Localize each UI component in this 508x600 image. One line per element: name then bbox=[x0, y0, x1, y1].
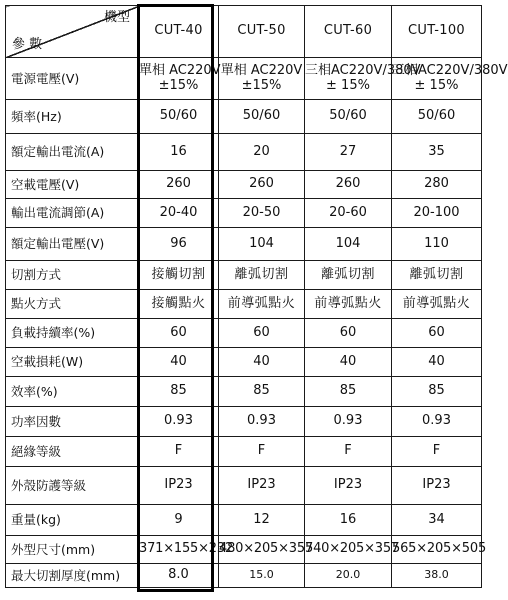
param-label: 頻率(Hz) bbox=[6, 100, 139, 134]
value-cell: 371×155×232 bbox=[139, 536, 219, 564]
param-label: 最大切割厚度(mm) bbox=[6, 564, 139, 588]
value-cell: F bbox=[219, 437, 305, 467]
value-cell: 8.0 bbox=[139, 564, 219, 588]
value-cell: 35 bbox=[392, 134, 482, 171]
row-rated-output-current bbox=[6, 134, 482, 171]
value-cell: 離弧切割 bbox=[305, 261, 392, 290]
value-cell: 9 bbox=[139, 505, 219, 536]
model-cut-40: CUT-40 bbox=[139, 6, 219, 58]
value-cell: 565×205×505 bbox=[392, 536, 482, 564]
param-label: 電源電壓(V) bbox=[6, 58, 139, 100]
param-label: 外殼防護等級 bbox=[6, 467, 139, 505]
value-cell: IP23 bbox=[305, 467, 392, 505]
value-cell: 104 bbox=[219, 228, 305, 261]
row-frequency bbox=[6, 100, 482, 134]
value-cell: 34 bbox=[392, 505, 482, 536]
row-rated-output-voltage bbox=[6, 228, 482, 261]
param-label: 空載損耗(W) bbox=[6, 348, 139, 377]
value-cell: 50/60 bbox=[305, 100, 392, 134]
value-cell: 40 bbox=[219, 348, 305, 377]
param-label: 額定輸出電流(A) bbox=[6, 134, 139, 171]
value-cell: 40 bbox=[392, 348, 482, 377]
value-cell: 20.0 bbox=[305, 564, 392, 588]
row-max-cutting-thickness bbox=[6, 564, 482, 588]
value-cell: IP23 bbox=[139, 467, 219, 505]
value-cell: 接觸點火 bbox=[139, 290, 219, 319]
row-supply-voltage bbox=[6, 58, 482, 100]
value-cell: 0.93 bbox=[219, 407, 305, 437]
row-ignition-method bbox=[6, 290, 482, 319]
value-cell: 104 bbox=[305, 228, 392, 261]
value-cell: 27 bbox=[305, 134, 392, 171]
corner-header-cell bbox=[6, 6, 139, 58]
row-current-adjustment bbox=[6, 199, 482, 228]
value-cell: 前導弧點火 bbox=[305, 290, 392, 319]
value-cell: 12 bbox=[219, 505, 305, 536]
value-line-1: 三相AC220V/380V bbox=[392, 63, 508, 79]
value-cell: 280 bbox=[392, 171, 482, 199]
value-cell: 20-40 bbox=[139, 199, 219, 228]
value-cell: 480×205×357 bbox=[219, 536, 305, 564]
value-cell: 110 bbox=[392, 228, 482, 261]
value-cell: 260 bbox=[219, 171, 305, 199]
value-line-1: 單相 AC220V bbox=[220, 63, 303, 79]
value-cell: 50/60 bbox=[219, 100, 305, 134]
value-cell: 20 bbox=[219, 134, 305, 171]
value-cell: 540×205×357 bbox=[305, 536, 392, 564]
value-cell: 離弧切割 bbox=[219, 261, 305, 290]
value-line-2: ± 15% bbox=[326, 77, 370, 93]
value-cell bbox=[305, 58, 421, 100]
value-cell: 96 bbox=[139, 228, 219, 261]
row-weight bbox=[6, 505, 482, 536]
value-cell: 260 bbox=[305, 171, 392, 199]
header-row bbox=[6, 6, 482, 58]
value-cell: 20-100 bbox=[392, 199, 482, 228]
spec-table bbox=[5, 5, 508, 588]
value-cell: 85 bbox=[305, 377, 392, 407]
value-cell: 接觸切割 bbox=[139, 261, 219, 290]
row-efficiency bbox=[6, 377, 482, 407]
value-cell: 16 bbox=[139, 134, 219, 171]
value-cell bbox=[392, 58, 508, 100]
param-label: 空載電壓(V) bbox=[6, 171, 139, 199]
value-cell: 0.93 bbox=[392, 407, 482, 437]
row-power-factor bbox=[6, 407, 482, 437]
value-line-2: ±15% bbox=[158, 77, 199, 93]
value-cell: 15.0 bbox=[219, 564, 305, 588]
value-cell: F bbox=[392, 437, 482, 467]
param-label: 功率因數 bbox=[6, 407, 139, 437]
param-label: 切割方式 bbox=[6, 261, 139, 290]
value-cell bbox=[219, 58, 305, 100]
value-cell: 0.93 bbox=[305, 407, 392, 437]
value-cell: IP23 bbox=[219, 467, 305, 505]
value-line-2: ± 15% bbox=[414, 77, 459, 93]
value-cell: 20-50 bbox=[219, 199, 305, 228]
value-cell: 85 bbox=[139, 377, 219, 407]
param-label: 外型尺寸(mm) bbox=[6, 536, 139, 564]
value-cell: 40 bbox=[305, 348, 392, 377]
value-cell: 260 bbox=[139, 171, 219, 199]
value-line-1: 三相AC220V/380V bbox=[305, 63, 421, 79]
row-enclosure-protection bbox=[6, 467, 482, 505]
row-dimensions bbox=[6, 536, 482, 564]
value-line-1: 單相 AC220V bbox=[139, 63, 221, 79]
value-cell: 60 bbox=[305, 319, 392, 348]
row-duty-cycle bbox=[6, 319, 482, 348]
param-header-label: 參 數 bbox=[12, 36, 43, 52]
row-no-load-loss bbox=[6, 348, 482, 377]
value-cell: 前導弧點火 bbox=[392, 290, 482, 319]
param-label: 絕緣等級 bbox=[6, 437, 139, 467]
row-no-load-voltage bbox=[6, 171, 482, 199]
value-cell bbox=[139, 58, 219, 100]
value-cell: F bbox=[305, 437, 392, 467]
value-cell: 前導弧點火 bbox=[219, 290, 305, 319]
param-label: 負載持續率(%) bbox=[6, 319, 139, 348]
param-label: 輸出電流調節(A) bbox=[6, 199, 139, 228]
param-label: 點火方式 bbox=[6, 290, 139, 319]
value-cell: 50/60 bbox=[139, 100, 219, 134]
value-cell: 60 bbox=[392, 319, 482, 348]
model-cut-50: CUT-50 bbox=[219, 6, 305, 58]
model-cut-60: CUT-60 bbox=[305, 6, 392, 58]
value-cell: 38.0 bbox=[392, 564, 482, 588]
value-cell: 60 bbox=[139, 319, 219, 348]
value-cell: F bbox=[139, 437, 219, 467]
value-cell: 85 bbox=[392, 377, 482, 407]
value-cell: IP23 bbox=[392, 467, 482, 505]
value-cell: 50/60 bbox=[392, 100, 482, 134]
model-header-label: 機型 bbox=[103, 10, 130, 25]
value-cell: 60 bbox=[219, 319, 305, 348]
model-cut-100: CUT-100 bbox=[392, 6, 482, 58]
value-cell: 0.93 bbox=[139, 407, 219, 437]
value-cell: 離弧切割 bbox=[392, 261, 482, 290]
value-cell: 40 bbox=[139, 348, 219, 377]
value-cell: 20-60 bbox=[305, 199, 392, 228]
param-label: 額定輸出電壓(V) bbox=[6, 228, 139, 261]
value-cell: 16 bbox=[305, 505, 392, 536]
param-label: 效率(%) bbox=[6, 377, 139, 407]
row-cutting-method bbox=[6, 261, 482, 290]
value-cell: 85 bbox=[219, 377, 305, 407]
value-line-2: ±15% bbox=[241, 77, 282, 93]
param-label: 重量(kg) bbox=[6, 505, 139, 536]
row-insulation-class bbox=[6, 437, 482, 467]
